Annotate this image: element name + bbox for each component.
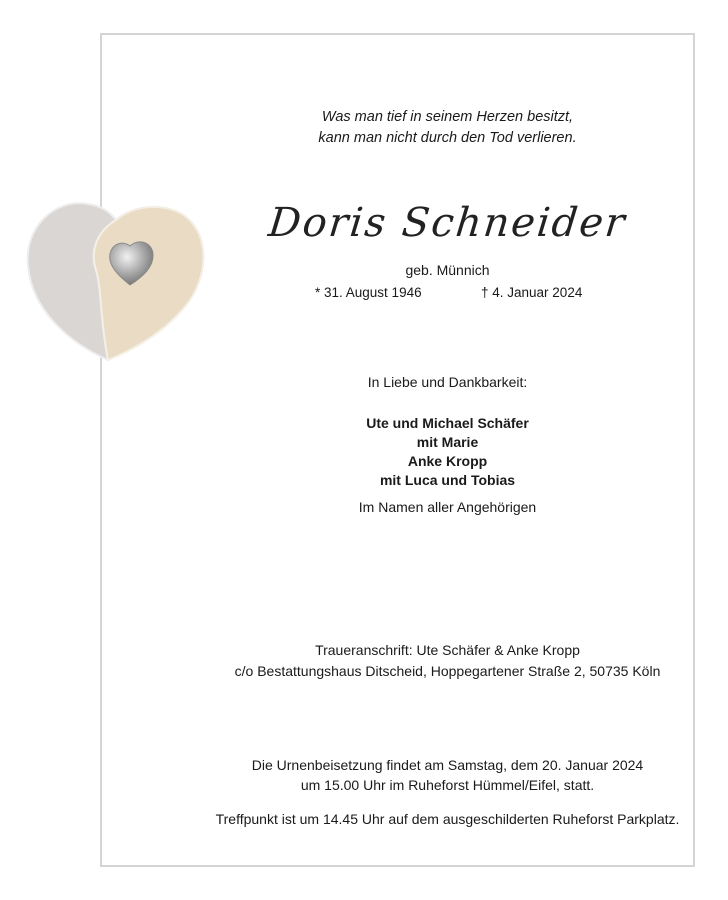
family-line: Anke Kropp (407, 453, 488, 469)
family-line: Ute und Michael Schäfer (366, 415, 529, 431)
quote-line-2: kann man nicht durch den Tod verlieren. (318, 130, 577, 146)
family-line: mit Marie (416, 434, 479, 450)
family-line: mit Luca und Tobias (379, 472, 516, 488)
double-heart-icon (20, 192, 210, 362)
birth-name: geb. Münnich (405, 262, 490, 278)
quote-line-1: Was man tief in seinem Herzen besitzt, (321, 109, 574, 125)
ceremony-line-1: Die Urnenbeisetzung findet am Samstag, dem 20. Januar 2024 (251, 757, 644, 773)
thanks-heading: In Liebe und Dankbarkeit: (367, 374, 528, 390)
address-line-2: c/o Bestattungshaus Ditscheid, Hoppegartener Straße 2, 50735 Köln (234, 663, 661, 679)
family-list (200, 414, 695, 490)
relatives-note: Im Namen aller Angehörigen (358, 499, 537, 515)
address-line-1: Traueranschrift: Ute Schäfer & Anke Kropp (315, 642, 580, 658)
ceremony-info (190, 755, 705, 795)
birth-date: * 31. August 1946 (315, 285, 422, 300)
quote (200, 107, 695, 149)
deceased-name: Doris Schneider (266, 200, 629, 246)
mourning-address (190, 640, 705, 682)
ceremony-line-2: um 15.00 Uhr im Ruheforst Hümmel/Eifel, statt. (300, 777, 595, 793)
meeting-point: Treffpunkt ist um 14.45 Uhr auf dem ausgeschilderten Ruheforst Parkplatz. (215, 811, 680, 827)
death-date: † 4. Januar 2024 (481, 285, 583, 300)
